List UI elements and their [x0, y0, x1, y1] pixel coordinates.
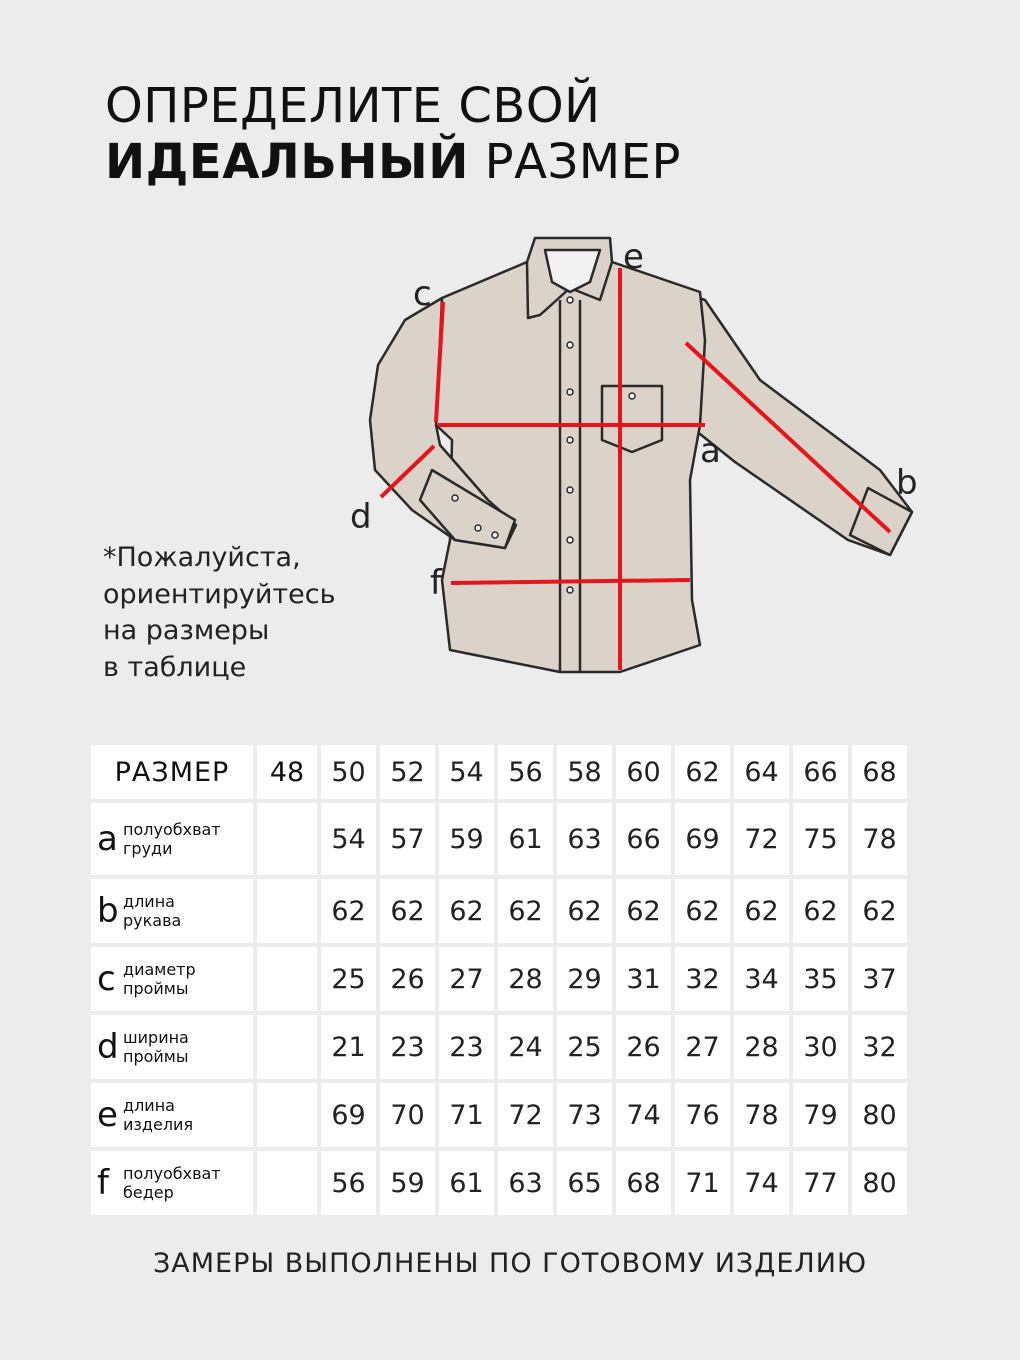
row-label	[91, 803, 253, 875]
label-e: e	[623, 237, 644, 277]
table-cell: 73	[557, 1083, 612, 1147]
row-description: диаметр проймы	[123, 960, 196, 998]
table-cell: 23	[439, 1015, 494, 1079]
table-cell: 71	[675, 1151, 730, 1215]
table-cell: 25	[321, 947, 376, 1011]
size-hint-note	[103, 540, 403, 686]
row-letter: e	[97, 1095, 118, 1135]
label-b: b	[896, 463, 918, 503]
table-cell: 28	[498, 947, 553, 1011]
label-d: d	[350, 497, 372, 537]
table-cell: 62	[852, 879, 907, 943]
table-cell: 30	[793, 1015, 848, 1079]
table-cell: 63	[557, 803, 612, 875]
table-cell: 80	[852, 1151, 907, 1215]
note-line: в таблице	[103, 651, 247, 683]
row-description: ширина проймы	[123, 1028, 189, 1066]
table-row	[91, 947, 907, 1011]
note-line: на размеры	[103, 615, 270, 646]
table-cell: 79	[793, 1083, 848, 1147]
table-cell: 78	[852, 803, 907, 875]
table-cell: 63	[498, 1151, 553, 1215]
table-cell: 62	[616, 879, 671, 943]
row-description: длина рукава	[123, 892, 182, 930]
size-header-cell: 66	[793, 745, 848, 799]
row-letter: a	[97, 819, 118, 859]
row-description: полуобхват груди	[123, 820, 221, 858]
table-cell	[257, 947, 317, 1011]
table-cell: 62	[380, 879, 435, 943]
size-header-row	[91, 745, 907, 799]
table-cell: 37	[852, 947, 907, 1011]
table-cell: 24	[498, 1015, 553, 1079]
label-c: c	[413, 274, 432, 314]
size-header-cell: 54	[439, 745, 494, 799]
table-cell: 72	[498, 1083, 553, 1147]
label-f: f	[430, 563, 442, 603]
shirt-body	[436, 262, 705, 672]
size-header-label: РАЗМЕР	[91, 745, 253, 799]
shirt-illustration	[370, 238, 912, 672]
table-cell: 62	[675, 879, 730, 943]
title-bold-word: ИДЕАЛЬНЫЙ	[105, 134, 469, 190]
table-cell: 35	[793, 947, 848, 1011]
table-cell: 62	[498, 879, 553, 943]
table-cell: 80	[852, 1083, 907, 1147]
row-letter: d	[97, 1027, 119, 1067]
size-header-cell: 68	[852, 745, 907, 799]
row-label	[91, 1083, 253, 1147]
table-cell: 32	[852, 1015, 907, 1079]
table-cell: 62	[793, 879, 848, 943]
table-cell: 28	[734, 1015, 789, 1079]
table-cell: 32	[675, 947, 730, 1011]
table-cell: 72	[734, 803, 789, 875]
row-label	[91, 947, 253, 1011]
table-cell: 62	[321, 879, 376, 943]
size-header-cell: 60	[616, 745, 671, 799]
table-cell: 27	[439, 947, 494, 1011]
table-cell: 57	[380, 803, 435, 875]
row-description: полуобхват бедер	[123, 1164, 221, 1202]
note-line: *Пожалуйста,	[103, 542, 301, 573]
table-cell: 77	[793, 1151, 848, 1215]
label-a: a	[700, 431, 721, 471]
table-cell	[257, 803, 317, 875]
row-letter: f	[97, 1163, 109, 1203]
footer-note: ЗАМЕРЫ ВЫПОЛНЕНЫ ПО ГОТОВОМУ ИЗДЕЛИЮ	[152, 1248, 868, 1279]
table-row	[91, 1151, 907, 1215]
size-header-cell: 52	[380, 745, 435, 799]
table-cell: 26	[380, 947, 435, 1011]
table-cell: 25	[557, 1015, 612, 1079]
table-row	[91, 1083, 907, 1147]
size-header-cell: 48	[257, 745, 317, 799]
table-cell: 68	[616, 1151, 671, 1215]
row-letter: b	[97, 891, 119, 931]
table-cell: 27	[675, 1015, 730, 1079]
table-cell: 61	[498, 803, 553, 875]
table-cell: 59	[380, 1151, 435, 1215]
table-cell: 78	[734, 1083, 789, 1147]
table-cell: 56	[321, 1151, 376, 1215]
table-cell: 70	[380, 1083, 435, 1147]
table-cell: 31	[616, 947, 671, 1011]
table-cell: 26	[616, 1015, 671, 1079]
table-cell: 62	[439, 879, 494, 943]
table-cell	[257, 1083, 317, 1147]
note-line: ориентируйтесь	[103, 578, 336, 610]
table-cell: 62	[557, 879, 612, 943]
table-cell: 29	[557, 947, 612, 1011]
table-cell: 69	[321, 1083, 376, 1147]
table-cell: 62	[734, 879, 789, 943]
table-cell	[257, 1151, 317, 1215]
table-cell: 66	[616, 803, 671, 875]
row-label	[91, 1015, 253, 1079]
table-cell: 65	[557, 1151, 612, 1215]
table-cell	[257, 1015, 317, 1079]
size-header-cell: 64	[734, 745, 789, 799]
size-header-cell: 62	[675, 745, 730, 799]
table-cell: 59	[439, 803, 494, 875]
table-cell: 71	[439, 1083, 494, 1147]
table-row	[91, 803, 907, 875]
row-description: длина изделия	[123, 1096, 194, 1134]
row-letter: c	[97, 959, 116, 999]
size-table	[87, 741, 911, 1219]
table-cell: 74	[616, 1083, 671, 1147]
table-cell: 34	[734, 947, 789, 1011]
table-cell: 76	[675, 1083, 730, 1147]
table-cell	[257, 879, 317, 943]
size-header-cell: 58	[557, 745, 612, 799]
row-label	[91, 879, 253, 943]
size-header-cell: 50	[321, 745, 376, 799]
table-row	[91, 1015, 907, 1079]
table-cell: 61	[439, 1151, 494, 1215]
table-cell: 23	[380, 1015, 435, 1079]
table-cell: 74	[734, 1151, 789, 1215]
table-cell: 21	[321, 1015, 376, 1079]
table-row	[91, 879, 907, 943]
table-cell: 54	[321, 803, 376, 875]
size-header-cell: 56	[498, 745, 553, 799]
table-cell: 69	[675, 803, 730, 875]
table-cell: 75	[793, 803, 848, 875]
title-rest-word: РАЗМЕР	[484, 134, 681, 190]
title-line-1: ОПРЕДЕЛИТЕ СВОЙ	[105, 78, 601, 134]
row-label	[91, 1151, 253, 1215]
